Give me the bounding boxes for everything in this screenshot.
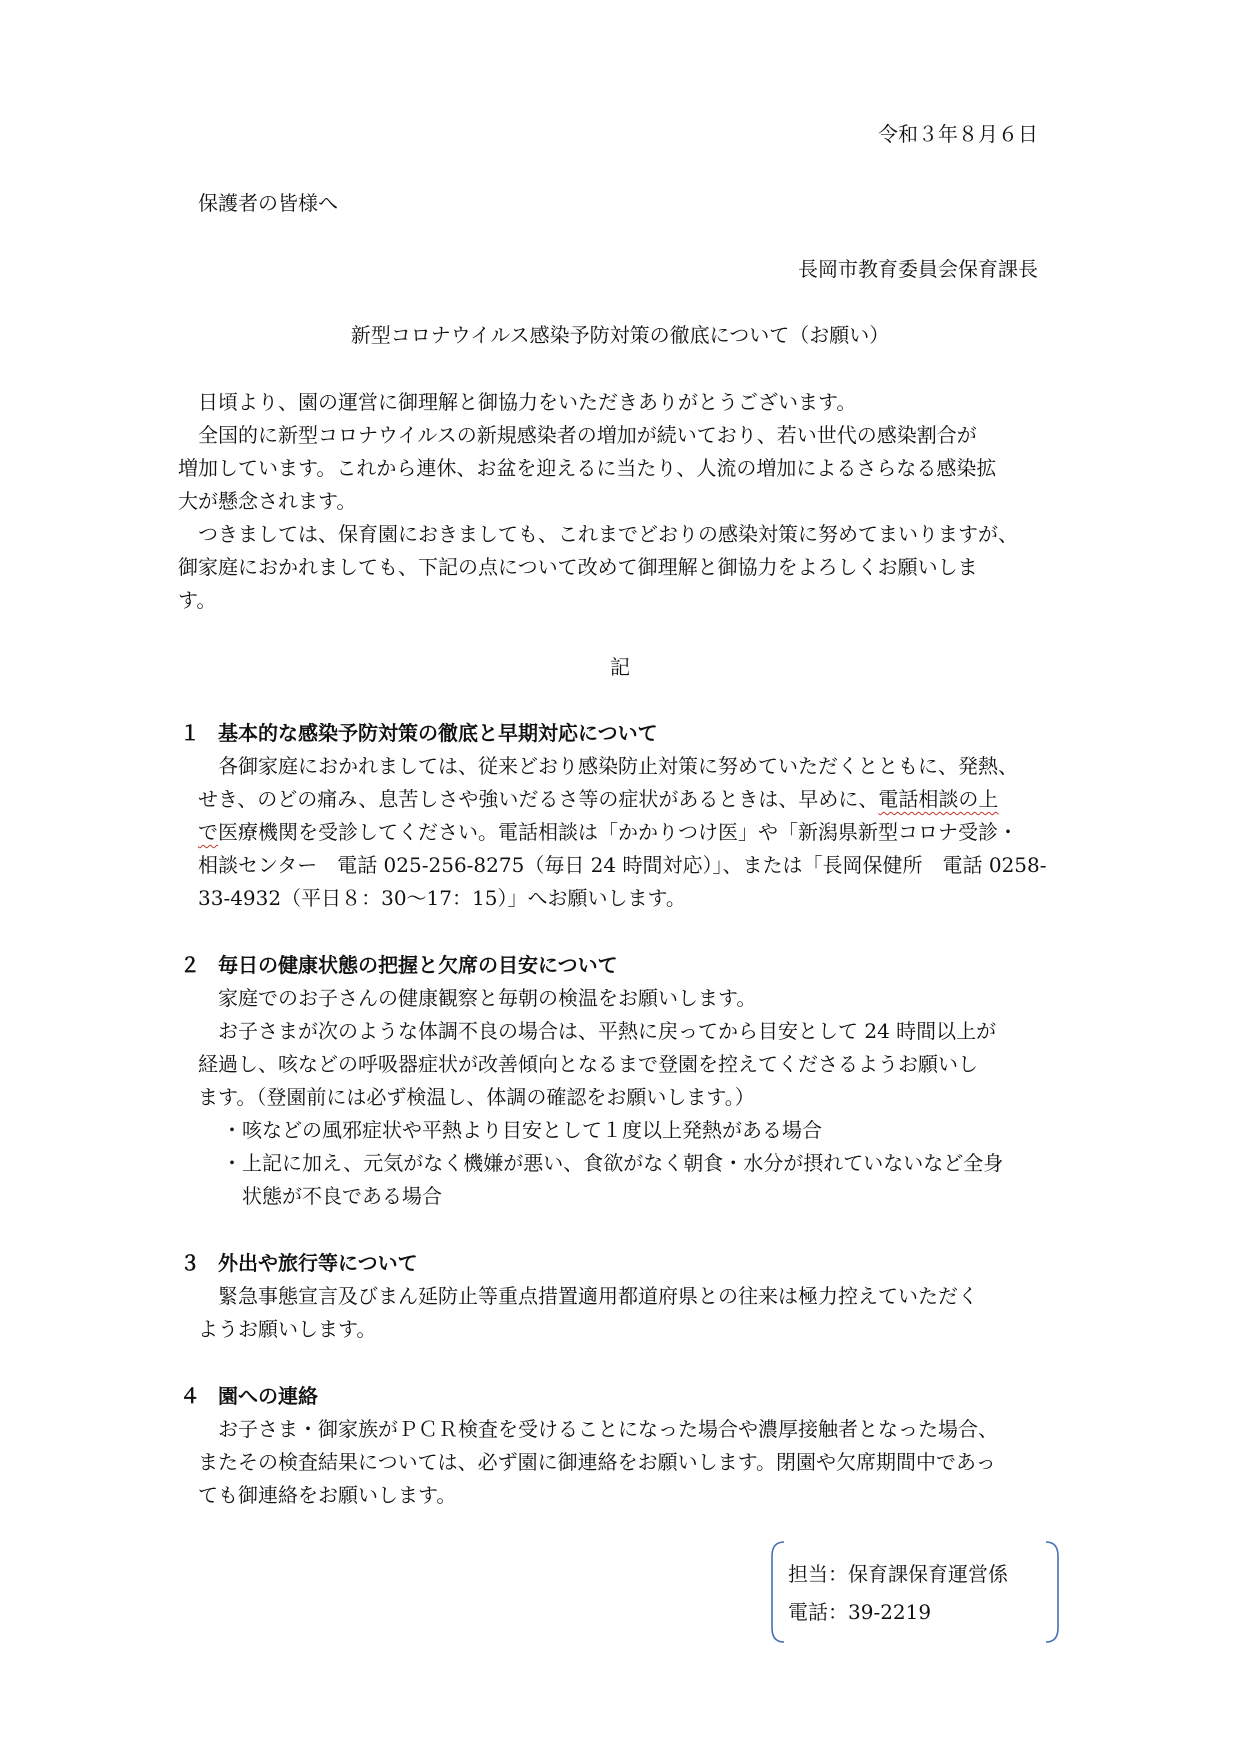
recipient: 保護者の皆様へ xyxy=(198,191,338,215)
section-text: せき、のどの痛み、息苦しさや強いだるさ等の症状があるときは、早めに、 xyxy=(198,787,879,811)
underlined-phrase: で xyxy=(198,820,218,844)
section-line: ようお願いします。 xyxy=(198,1317,377,1341)
intro-line: 御家庭におかれましても、下記の点について改めて御理解と御協力をよろしくお願いしま xyxy=(178,555,978,579)
section-heading: 毎日の健康状態の把握と欠席の目安について xyxy=(218,953,618,977)
section-line: またその検査結果については、必ず園に御連絡をお願いします。閉園や欠席期間中であっ xyxy=(198,1450,996,1474)
bullet-item: ・上記に加え、元気がなく機嫌が悪い、食欲がなく朝食・水分が摂れていないなど全身 xyxy=(222,1151,1004,1175)
section-number: ４ xyxy=(180,1384,200,1408)
section-line xyxy=(198,820,1018,844)
intro-line: 大が懸念されます。 xyxy=(178,489,357,513)
section-line: 家庭でのお子さんの健康観察と毎朝の検温をお願いします。 xyxy=(218,986,757,1010)
contact-phone: 電話：39-2219 xyxy=(788,1600,932,1624)
intro-line: 増加しています。これから連休、お盆を迎えるに当たり、人流の増加によるさらなる感染拡 xyxy=(178,456,997,480)
section-number: １ xyxy=(180,721,200,745)
bullet-item: ・咳などの風邪症状や平熱より目安として１度以上発熱がある場合 xyxy=(222,1118,822,1142)
section-line: 33-4932（平日８：30～17：15）」へお願いします。 xyxy=(198,886,686,910)
document-date: 令和３年８月６日 xyxy=(878,122,1038,146)
sender: 長岡市教育委員会保育課長 xyxy=(798,257,1038,281)
right-bracket xyxy=(1046,1542,1058,1642)
bullet-item-continued: 状態が不良である場合 xyxy=(242,1184,442,1208)
intro-line: つきましては、保育園におきましても、これまでどおりの感染対策に努めてまいりますが、 xyxy=(198,522,1018,546)
section-line: ても御連絡をお願いします。 xyxy=(198,1483,457,1507)
bracket-frame xyxy=(768,1540,1062,1644)
contact-box xyxy=(768,1540,1062,1644)
underlined-phrase: 電話相談の上 xyxy=(878,787,999,811)
left-bracket xyxy=(772,1542,784,1642)
section-number: ３ xyxy=(180,1251,200,1275)
contact-person: 担当：保育課保育運営係 xyxy=(788,1562,1008,1586)
section-heading: 基本的な感染予防対策の徹底と早期対応について xyxy=(218,721,658,745)
intro-line: す。 xyxy=(178,588,217,612)
section-line: 相談センター 電話 025-256-8275（毎日 24 時間対応）」、または「長岡保健所 電話 0258- xyxy=(198,853,1047,877)
section-heading: 外出や旅行等について xyxy=(218,1251,418,1275)
section-line: お子さまが次のような体調不良の場合は、平熱に戻ってから目安として 24 時間以上が xyxy=(218,1019,997,1043)
section-line: お子さま・御家族がＰＣＲ検査を受けることになった場合や濃厚接触者となった場合、 xyxy=(218,1417,998,1441)
section-text: 医療機関を受診してください。電話相談は「かかりつけ医」や「新潟県新型コロナ受診・ xyxy=(218,820,1018,844)
section-line xyxy=(198,787,998,811)
document-title: 新型コロナウイルス感染予防対策の徹底について（お願い） xyxy=(350,323,890,347)
section-heading: 園への連絡 xyxy=(218,1384,318,1408)
section-line: 緊急事態宣言及びまん延防止等重点措置適用都道府県との往来は極力控えていただく xyxy=(218,1284,978,1308)
intro-line: 全国的に新型コロナウイルスの新規感染者の増加が続いており、若い世代の感染割合が xyxy=(198,423,977,447)
section-line: 各御家庭におかれましては、従来どおり感染防止対策に努めていただくとともに、発熱、 xyxy=(218,754,1018,778)
ki-marker: 記 xyxy=(610,655,630,679)
section-line: ます。（登園前には必ず検温し、体調の確認をお願いします。） xyxy=(198,1085,755,1109)
section-number: ２ xyxy=(180,953,200,977)
section-line: 経過し、咳などの呼吸器症状が改善傾向となるまで登園を控えてくださるようお願いし xyxy=(198,1052,978,1076)
intro-line: 日頃より、園の運営に御理解と御協力をいただきありがとうございます。 xyxy=(198,390,857,414)
